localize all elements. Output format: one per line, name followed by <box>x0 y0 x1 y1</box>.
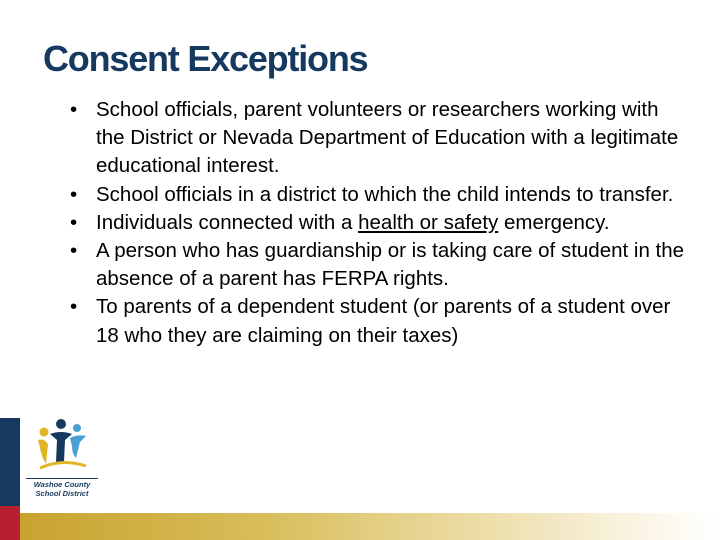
bullet-text: School officials in a district to which the child intends to transfer. <box>96 182 674 206</box>
bullet-item <box>70 209 690 237</box>
bullet-text: To parents of a dependent student (or parents of a student over 18 who they are claiming on their taxes) <box>96 295 671 347</box>
side-accent-bar <box>0 418 20 540</box>
navy-bar <box>0 418 20 506</box>
bullet-item <box>70 96 690 181</box>
logo-line-2: School District <box>35 489 89 498</box>
logo-text <box>26 478 98 498</box>
slide-title: Consent Exceptions <box>43 38 368 79</box>
logo-line-1: Washoe County <box>33 480 91 489</box>
red-bar <box>0 506 20 540</box>
bullet-icon: • <box>70 295 78 319</box>
underlined-phrase: health or safety <box>358 210 499 234</box>
bullet-item <box>70 181 690 209</box>
bullet-list <box>70 96 690 350</box>
bullet-icon: • <box>70 98 78 121</box>
district-logo <box>26 418 98 504</box>
bullet-icon: • <box>70 182 78 206</box>
bullet-text-after: emergency. <box>498 210 610 234</box>
bullet-text: A person who has guardianship or is taking care of student in the absence of a parent has FERPA rights. <box>96 239 685 291</box>
bullet-item <box>70 237 690 293</box>
bullet-item <box>70 293 690 349</box>
bullet-text: School officials, parent volunteers or researchers working with the District or Nevada Department of Education with a legitimate educational interest. <box>96 98 679 178</box>
bottom-gold-bar <box>20 513 720 540</box>
bullet-text-before: Individuals connected with a <box>96 210 359 234</box>
bullet-icon: • <box>70 210 78 234</box>
bullet-icon: • <box>70 239 78 263</box>
figures-icon <box>34 418 90 476</box>
